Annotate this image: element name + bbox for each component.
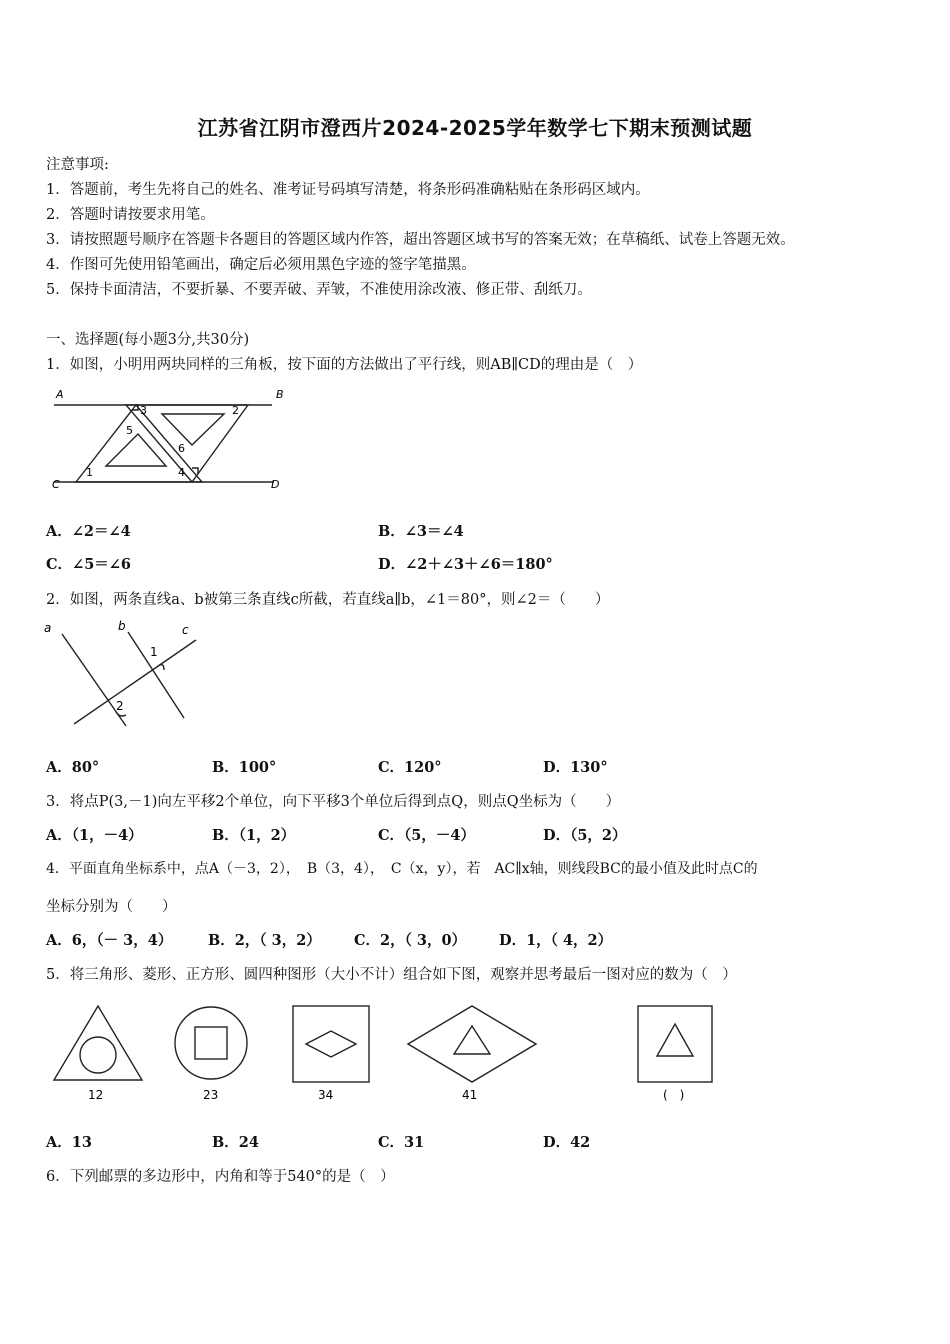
question-6-stem: 6．下列邮票的多边形中，内角和等于540°的是（ ） (46, 1169, 395, 1185)
angle-6: 6 (178, 442, 185, 455)
label-D: D (271, 478, 280, 491)
q1-option-a[interactable]: A．∠2＝∠4 (46, 523, 131, 540)
notice-item: 5．保持卡面清洁，不要折暴、不要弄破、弄皱，不准使用涂改液、修正带、刮纸刀。 (46, 282, 592, 298)
question-2-stem: 2．如图，两条直线a、b被第三条直线c所截，若直线a∥b，∠1＝80°，则∠2＝（ ） (46, 592, 610, 608)
q3-option-a[interactable]: A．（1，－4） (46, 827, 143, 844)
angle-1: 1 (86, 466, 93, 479)
question-5-stem: 5．将三角形、菱形、正方形、圆四种图形（大小不计）组合如下图，观察并思考最后一图对应的数为（ ） (46, 967, 737, 983)
angle-3: 3 (140, 404, 147, 417)
q5-option-a[interactable]: A．13 (46, 1134, 92, 1151)
q4-option-b[interactable]: B．2，（ 3，2） (208, 932, 321, 949)
q3-option-b[interactable]: B．（1，2） (212, 827, 296, 844)
caption-2: 23 (203, 1088, 219, 1102)
notice-item: 4．作图可先使用铅笔画出，确定后必须用黑色字迹的签字笔描黑。 (46, 257, 476, 273)
q3-option-c[interactable]: C．（5，－4） (378, 827, 475, 844)
caption-5: ( ) (663, 1088, 685, 1102)
section-heading: 一、选择题(每小题3分,共30分) (46, 332, 250, 348)
q1-option-d[interactable]: D．∠2＋∠3＋∠6＝180° (378, 556, 553, 573)
label-c: c (182, 623, 189, 637)
notice-item: 2．答题时请按要求用笔。 (46, 207, 215, 223)
q5-option-b[interactable]: B．24 (212, 1134, 259, 1151)
q3-option-d[interactable]: D．（5，2） (543, 827, 627, 844)
angle-4: 4 (178, 466, 185, 479)
notice-heading: 注意事项: (46, 157, 109, 173)
q4-option-a[interactable]: A．6，（－ 3，4） (46, 932, 173, 949)
q4-option-d[interactable]: D．1，（ 4，2） (499, 932, 613, 949)
question-1-stem: 1．如图，小明用两块同样的三角板，按下面的方法做出了平行线，则AB∥CD的理由是（ ） (46, 357, 643, 373)
label-a: a (44, 621, 52, 635)
label-A: A (56, 388, 64, 401)
q2-option-b[interactable]: B．100° (212, 759, 277, 776)
question-4-stem-cont: 坐标分别为（ ） (46, 899, 177, 915)
question-2-figure (40, 616, 210, 732)
question-4-stem: 4．平面直角坐标系中，点A（－3，2）， B（3，4）， C（x，y），若 AC∥x轴，则线段BC的最小值及此时点C的 (46, 861, 758, 877)
angle-2: 2 (232, 404, 239, 417)
q1-option-c[interactable]: C．∠5＝∠6 (46, 556, 132, 573)
question-5-figure (46, 998, 726, 1108)
q4-option-c[interactable]: C．2，（ 3，0） (354, 932, 467, 949)
angle-2: 2 (116, 699, 124, 713)
label-b: b (118, 619, 126, 633)
q5-option-d[interactable]: D．42 (543, 1134, 591, 1151)
page-title: 江苏省江阴市澄西片2024-2025学年数学七下期末预测试题 (197, 116, 753, 140)
question-1-figure (46, 382, 296, 494)
notice-item: 1．答题前，考生先将自己的姓名、准考证号码填写清楚，将条形码准确粘贴在条形码区域内。 (46, 182, 650, 198)
caption-1: 12 (88, 1088, 104, 1102)
notice-item: 3．请按照题号顺序在答题卡各题目的答题区域内作答，超出答题区域书写的答案无效；在草稿纸、试卷上答题无效。 (46, 232, 795, 248)
q5-option-c[interactable]: C．31 (378, 1134, 425, 1151)
label-B: B (276, 388, 284, 401)
q2-option-a[interactable]: A．80° (46, 759, 100, 776)
q2-option-d[interactable]: D．130° (543, 759, 608, 776)
caption-3: 34 (318, 1088, 334, 1102)
label-C: C (52, 478, 60, 491)
q1-option-b[interactable]: B．∠3＝∠4 (378, 523, 464, 540)
caption-4: 41 (462, 1088, 478, 1102)
angle-5: 5 (126, 424, 133, 437)
question-3-stem: 3．将点P(3,－1)向左平移2个单位，向下平移3个单位后得到点Q，则点Q坐标为（ ） (46, 794, 621, 810)
q2-option-c[interactable]: C．120° (378, 759, 442, 776)
angle-1: 1 (150, 645, 158, 659)
